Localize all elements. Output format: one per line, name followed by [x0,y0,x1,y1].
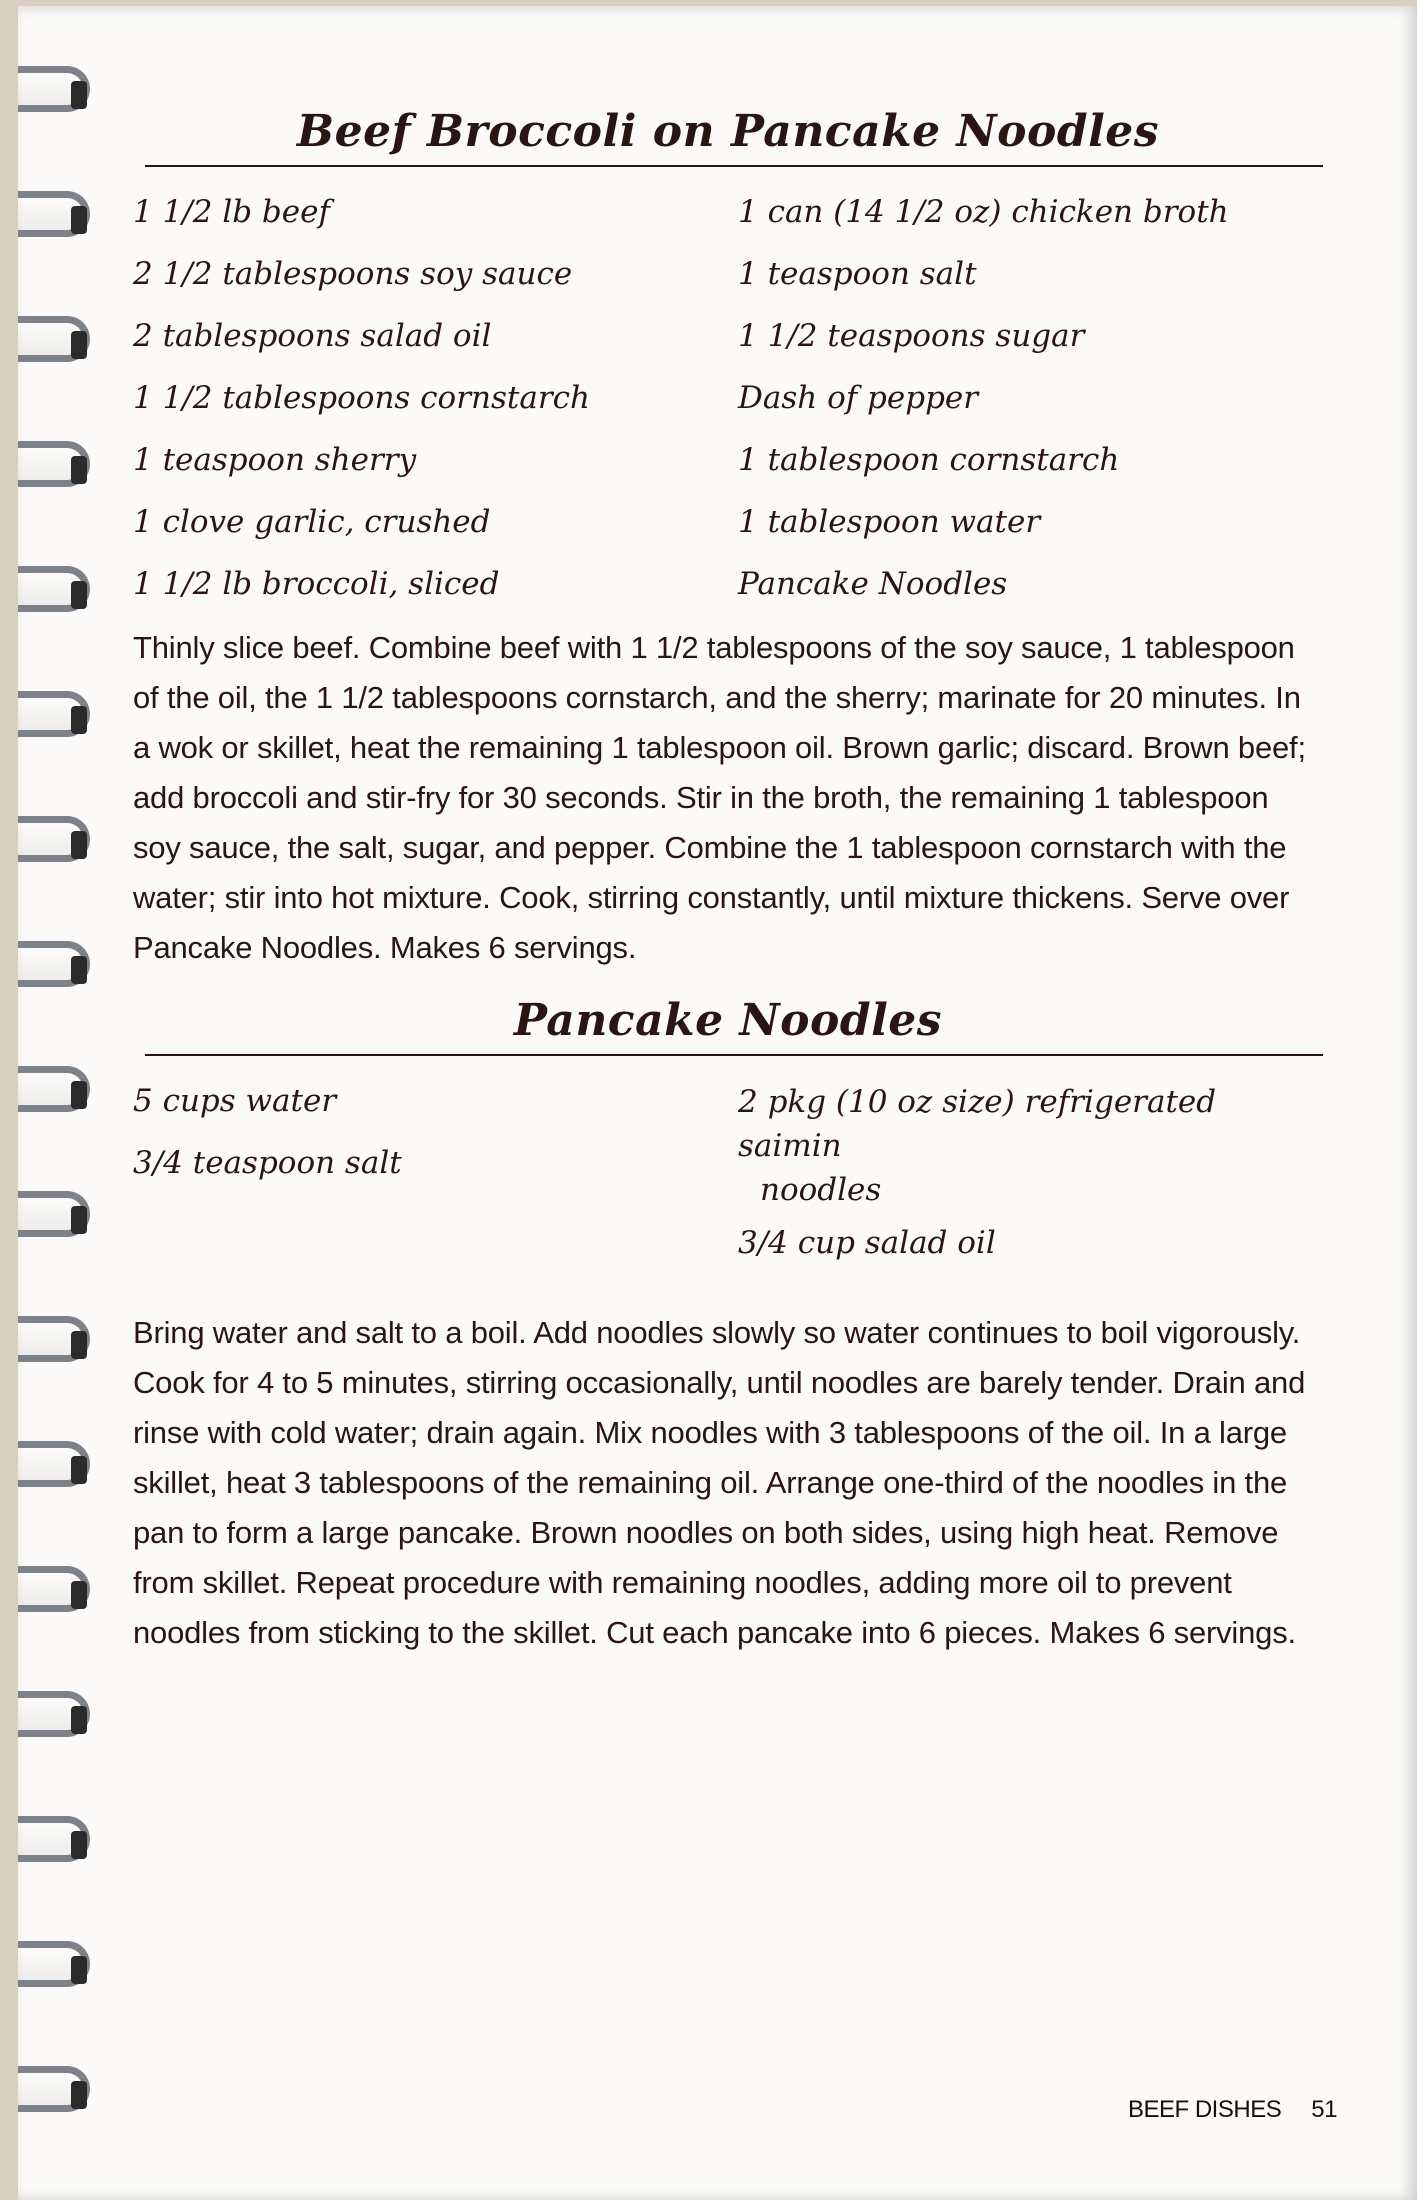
ingredient-line: 2 pkg (10 oz size) refrigerated saimin [738,1084,1217,1164]
binding-ring [18,66,90,112]
ingredient-item: 1 teaspoon sherry [133,442,417,478]
binding-ring [18,1691,90,1737]
binding-ring [18,1066,90,1112]
binding-ring [18,816,90,862]
ingredient-item: 1 clove garlic, crushed [133,504,491,540]
ingredient-item: 5 cups water [133,1083,337,1119]
binding-ring [18,691,90,737]
binding-ring [18,1441,90,1487]
ingredient-item: 1 1/2 tablespoons cornstarch [133,380,590,416]
binding-ring [18,316,90,362]
ingredient-item: 2 tablespoons salad oil [133,318,492,354]
binding-ring [18,1191,90,1237]
ingredients-list [133,1070,1323,1274]
ingredient-item: 3/4 cup salad oil [738,1225,996,1261]
binding-ring [18,1316,90,1362]
ingredients-column-left [133,1070,738,1274]
binding-ring [18,941,90,987]
recipe-pancake-noodles [133,995,1323,1658]
ingredients-list [133,181,1323,615]
binding-ring [18,1566,90,1612]
ingredients-column-right [738,1070,1323,1274]
ingredient-item: Dash of pepper [738,380,979,416]
recipe-method: Bring water and salt to a boil. Add noodles slowly so water continues to boil vigorously. Cook for 4 to 5 minutes, stirring occasionally, until noodles are barely tender. Drain and rinse with cold water; drain again. Mix noodles with 3 tablespoons of the oil. In a large skillet, heat 3 tablespoons of the remaining oil. Arrange one-third of the noodles in the pan to form a large pancake. Brown noodles on both sides, using high heat. Remove from skillet. Repeat procedure with remaining noodles, adding more oil to prevent noodles from sticking to the skillet. Cut each pancake into 6 pieces. Makes 6 servings. [133,1315,1306,1650]
ingredient-item: 3/4 teaspoon salt [133,1145,402,1181]
binding-ring [18,566,90,612]
binding-ring [18,191,90,237]
page-footer [1128,2096,1337,2124]
binding-ring [18,441,90,487]
spiral-binding [18,66,98,2186]
title-divider [145,165,1323,167]
ingredient-item: 1 1/2 lb broccoli, sliced [133,566,500,602]
ingredient-item: 1 1/2 teaspoons sugar [738,318,1085,354]
ingredient-item: 1 1/2 lb beef [133,194,330,230]
title-divider [145,1054,1323,1056]
ingredient-item: Pancake Noodles [738,566,1008,602]
ingredient-item: 1 can (14 1/2 oz) chicken broth [738,194,1229,230]
page-number: 51 [1311,2096,1337,2123]
ingredient-item: 2 1/2 tablespoons soy sauce [133,256,573,292]
ingredient-item [738,1070,1323,1212]
binding-ring [18,2066,90,2112]
binding-ring [18,1816,90,1862]
section-label: BEEF DISHES [1128,2096,1282,2123]
ingredients-column-left [133,181,738,615]
ingredient-item: 1 teaspoon salt [738,256,977,292]
cookbook-page [18,6,1417,2200]
page-content [133,106,1323,1658]
recipe-beef-broccoli [133,106,1323,973]
recipe-title: Beef Broccoli on Pancake Noodles [296,106,1160,157]
recipe-method: Thinly slice beef. Combine beef with 1 1/2 tablespoons of the soy sauce, 1 tablespoon of the oil, the 1 1/2 tablespoons cornstarch, and the sherry; marinate for 20 minutes. In a wok or skillet, heat the remaining 1 tablespoon oil. Brown garlic; discard. Brown beef; add broccoli and stir-fry for 30 seconds. Stir in the broth, the remaining 1 tablespoon soy sauce, the salt, sugar, and pepper. Combine the 1 tablespoon cornstarch with the water; stir into hot mixture. Cook, stirring constantly, until mixture thickens. Serve over Pancake Noodles. Makes 6 servings. [133,630,1306,965]
ingredient-item: 1 tablespoon water [738,504,1041,540]
recipe-title: Pancake Noodles [513,995,943,1046]
ingredients-column-right [738,181,1323,615]
ingredient-item: 1 tablespoon cornstarch [738,442,1120,478]
ingredient-line-continued: noodles [760,1172,882,1208]
binding-ring [18,1941,90,1987]
